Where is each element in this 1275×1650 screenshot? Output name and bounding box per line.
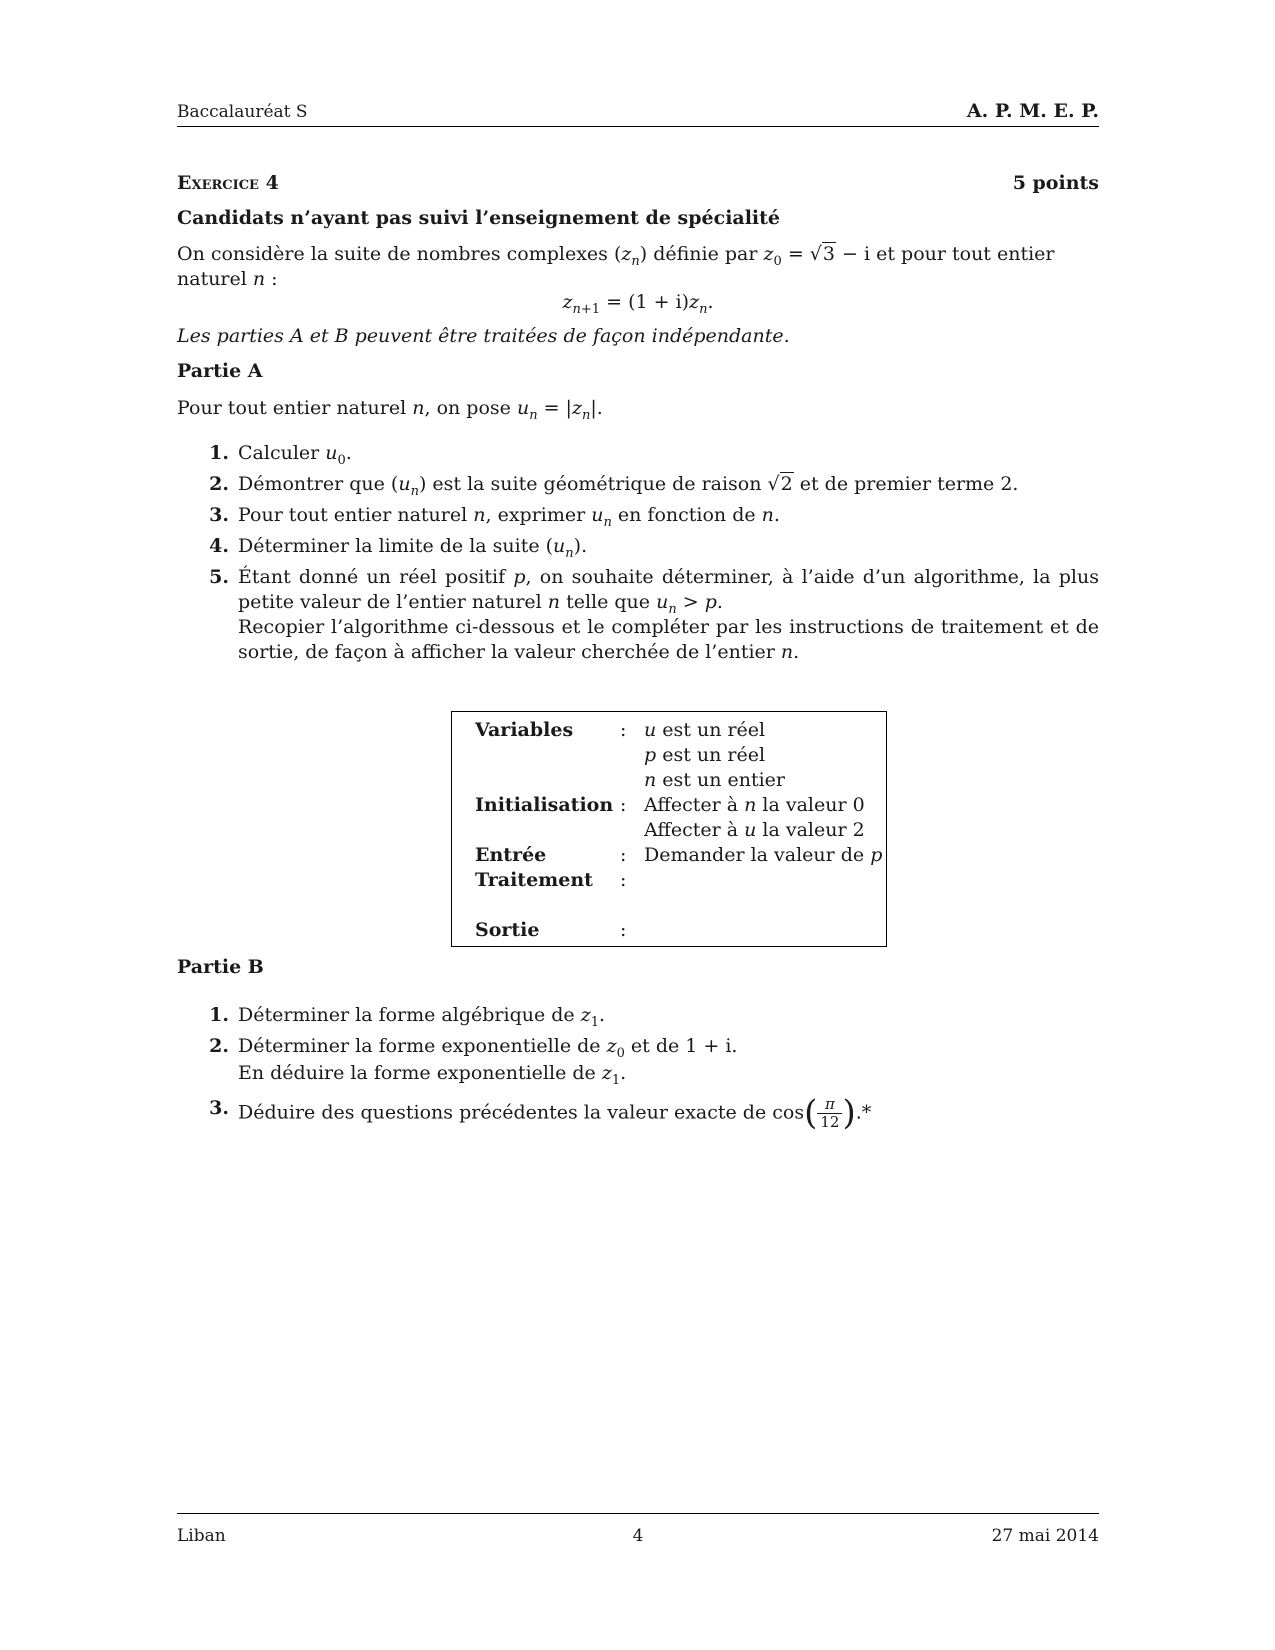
page-number: 4 <box>632 1526 644 1546</box>
exercise-points: 5 points <box>1012 172 1099 194</box>
exercise-heading <box>177 171 1099 196</box>
footer-left: Liban <box>177 1526 226 1546</box>
header-right: A. P. M. E. P. <box>966 100 1099 122</box>
algo-row-variables: Variables : u est un réel <box>475 719 766 741</box>
algo-row-var-p: p est un réel <box>644 744 766 766</box>
exercise-intro: On considère la suite de nombres complexes $(z_n)$ définie par $z_0 = √3 - i$ et pour tout entier naturel n : <box>177 243 1055 290</box>
part-a-intro: Pour tout entier naturel n, on pose $u_n = |z_n|$. <box>177 397 603 423</box>
footer-date: 27 mai 2014 <box>991 1526 1099 1546</box>
header-left: Baccalauréat S <box>177 102 308 122</box>
algorithm-box <box>451 711 887 947</box>
exercise-note: Les parties A et B peuvent être traitées de façon indépendante. <box>177 325 790 347</box>
exercise-subtitle: Candidats n’ayant pas suivi l’enseignement de spécialité <box>177 207 781 229</box>
part-b-title: Partie B <box>177 956 264 978</box>
exercise-title: Exercice 4 <box>177 172 279 194</box>
sqrt-three: 3 <box>822 243 835 265</box>
part-a-title: Partie A <box>177 360 263 382</box>
recurrence-formula: $z_{n+1} = (1 + i)z_n$. <box>562 291 714 317</box>
algo-row-init-u: Affecter à u la valeur 2 <box>644 819 865 841</box>
page-footer <box>177 1513 1099 1544</box>
page-header <box>177 98 1099 127</box>
page: Baccalauréat S A. P. M. E. P. Exercice 4 5 points Candidats n’ayant pas suivi l’enseignement de spécialité On considère la suite de nombres complexes $(z_n)$ définie par $z_0 = √3 - i$ et pour tout entier naturel n : $z_{n+1} = (1 + i)z_n$. Les parties A et B peuvent être traitées de façon indépendante. Partie A Pour tout entier naturel n, on pose $u_n = |z_n|$. 1. Calculer $u_0$. 2. Démontrer que $(u_n)$ est la suite géométrique de raison √2 et de premier terme 2. 3. Pour tout entier naturel n, exprimer $u_n$ en fonction de n. 4. Déterminer la limite de la suite $(u_n)$. 5. Étant donné un réel positif p, on souhaite déterminer, à l’aide d’un algorithme, la plus petite valeur de l’entier naturel n telle que $u_n > p$. Recopier l’algorithme ci-dessous et le compléter par les instructions de traitement et de sortie, de façon à afficher la valeur cherchée de l’entier n. Variables : u est un réel p est un réel n est un entier Initialisation : Affecter à n la valeur 0 Affecter à u la valeur 2 Entrée : Demander la valeur de p Traitement : Sortie : Partie B 1. Déterminer la forme algébrique de $z_1$. 2. Déterminer la forme exponentielle de $z_0$ et de 1 + i. En déduire la forme exponentielle de $z_1$. 3. Déduire des questions précédentes la valeur exacte de cos( $\frac{\pi}{12}$ ).* Liban 4 27 mai 2014 <box>177 100 1099 1546</box>
algo-row-output: Sortie : <box>475 919 627 941</box>
algo-row-var-n: n est un entier <box>644 769 785 791</box>
algo-row-processing: Traitement : <box>475 869 627 891</box>
algo-row-initialisation: Initialisation : Affecter à n la valeur 0 <box>475 794 865 816</box>
pi-over-twelve: $\frac{\pi}{12}$ <box>817 1096 842 1131</box>
algo-row-input: Entrée : Demander la valeur de p <box>475 844 883 866</box>
